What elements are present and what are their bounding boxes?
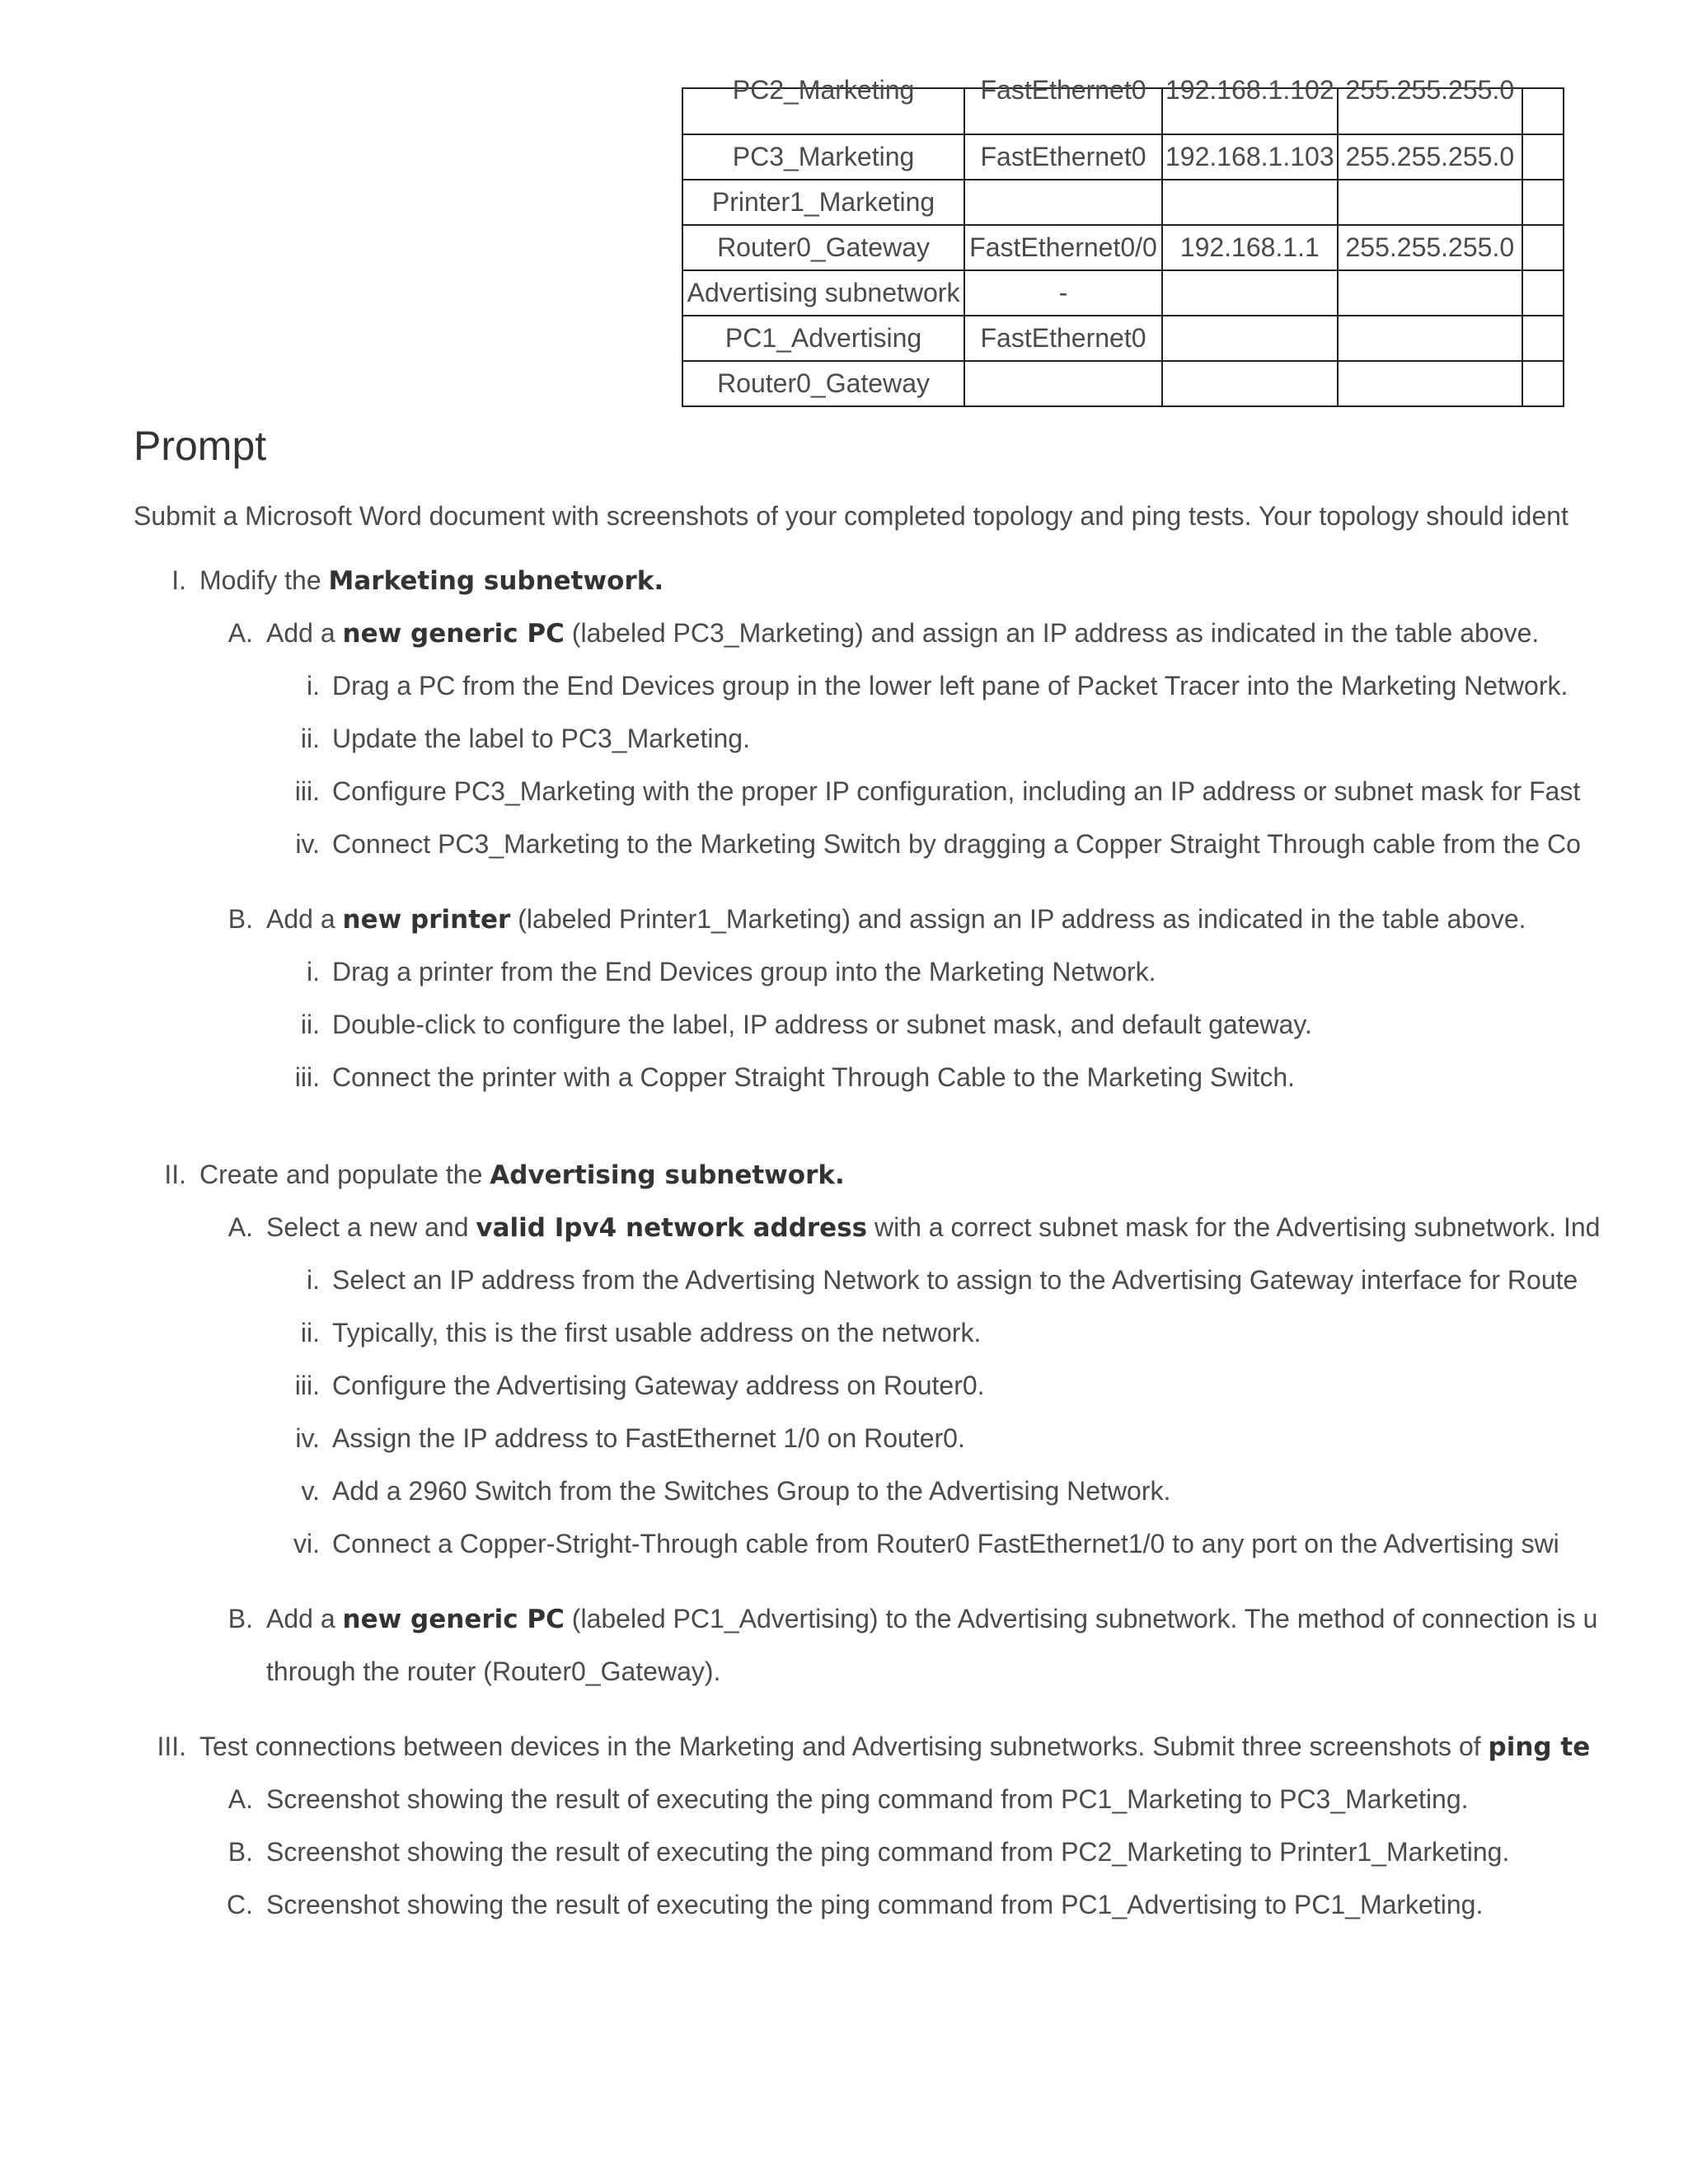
list-item: Connect a Copper-Stright-Through cable from Router0 FastEthernet1/0 to any port on the Advertising swi <box>332 1529 1559 1558</box>
list-marker: i. <box>307 957 320 987</box>
table-row <box>682 270 1564 316</box>
table-cell: FastEthernet0 <box>964 88 1162 134</box>
table-cell: 192.168.1.103 <box>1162 134 1338 180</box>
list-item: Screenshot showing the result of executing the ping command from PC2_Marketing to Printer1_Marketing. <box>266 1837 1510 1867</box>
table-row <box>682 225 1564 270</box>
list-marker: A. <box>227 1784 253 1814</box>
table-cell: - <box>964 270 1162 316</box>
list-item: Connect the printer with a Copper Straight Through Cable to the Marketing Switch. <box>332 1062 1296 1092</box>
list-item: Select a new and valid Ipv4 network address with a correct subnet mask for the Advertising subnetwork. Ind <box>266 1212 1601 1243</box>
table-cell: 192.168.1.1 <box>1162 225 1338 270</box>
ip-address-table <box>682 74 1564 407</box>
list-item: Drag a PC from the End Devices group in the lower left pane of Packet Tracer into the Marketing Network. <box>332 671 1568 701</box>
table-cell <box>1522 316 1564 361</box>
table-cell: 255.255.255.0 <box>1338 225 1522 270</box>
list-item: Select an IP address from the Advertising Network to assign to the Advertising Gateway interface for Route <box>332 1265 1578 1295</box>
list-item: Add a 2960 Switch from the Switches Group to the Advertising Network. <box>332 1476 1171 1506</box>
table-cell: PC2_Marketing <box>682 88 964 134</box>
table-cell: Advertising subnetwork <box>682 270 964 316</box>
table-cell <box>964 361 1162 406</box>
list-marker: ii. <box>300 1010 320 1039</box>
list-marker: vi. <box>293 1529 320 1558</box>
table-cell <box>964 180 1162 225</box>
list-marker: B. <box>227 1604 253 1633</box>
list-marker: iii. <box>294 1062 320 1092</box>
list-item: Add a new printer (labeled Printer1_Marketing) and assign an IP address as indicated in the table above. <box>266 904 1526 935</box>
list-marker: i. <box>307 671 320 701</box>
list-item: Connect PC3_Marketing to the Marketing Switch by dragging a Copper Straight Through cable from the Co <box>332 829 1581 859</box>
table-row <box>682 180 1564 225</box>
list-marker: iii. <box>294 776 320 806</box>
table-cell: PC1_Advertising <box>682 316 964 361</box>
table-cell: PC3_Marketing <box>682 134 964 180</box>
list-item: Assign the IP address to FastEthernet 1/0 on Router0. <box>332 1423 965 1453</box>
list-item: Drag a printer from the End Devices group into the Marketing Network. <box>332 957 1156 987</box>
table-cell <box>1522 180 1564 225</box>
list-item: Configure the Advertising Gateway address on Router0. <box>332 1371 985 1400</box>
list-marker: II. <box>164 1160 186 1189</box>
table-cell: 255.255.255.0 <box>1338 134 1522 180</box>
list-item: Update the label to PC3_Marketing. <box>332 724 750 753</box>
table-cell <box>1338 180 1522 225</box>
list-item: Modify the Marketing subnetwork. <box>199 565 664 596</box>
list-marker: iii. <box>294 1371 320 1400</box>
table-cell: FastEthernet0 <box>964 134 1162 180</box>
table-cell <box>1338 270 1522 316</box>
table-cell <box>1338 361 1522 406</box>
table-cell <box>1522 225 1564 270</box>
list-item: Double-click to configure the label, IP address or subnet mask, and default gateway. <box>332 1010 1312 1039</box>
table-cell <box>1338 316 1522 361</box>
list-marker: C. <box>227 1890 253 1919</box>
table-cell <box>1162 270 1338 316</box>
list-marker: III. <box>157 1732 186 1761</box>
table-cell <box>1522 134 1564 180</box>
table-cell: FastEthernet0/0 <box>964 225 1162 270</box>
list-marker: i. <box>307 1265 320 1295</box>
list-item: Test connections between devices in the Marketing and Advertising subnetworks. Submit three screenshots of ping te <box>199 1732 1591 1762</box>
table-cell <box>1522 88 1564 134</box>
list-marker: I. <box>171 565 186 595</box>
table-cell: Router0_Gateway <box>682 361 964 406</box>
list-marker: iv. <box>295 1423 320 1453</box>
list-item: Add a new generic PC (labeled PC3_Marketing) and assign an IP address as indicated in the table above. <box>266 618 1540 649</box>
table-cell: FastEthernet0 <box>964 316 1162 361</box>
list-marker: iv. <box>295 829 320 859</box>
list-marker: B. <box>227 904 253 934</box>
table-row <box>682 134 1564 180</box>
list-item: Add a new generic PC (labeled PC1_Advertising) to the Advertising subnetwork. The method of connection is u <box>266 1604 1598 1634</box>
table-cell <box>1522 361 1564 406</box>
list-marker: ii. <box>300 1318 320 1347</box>
intro-paragraph: Submit a Microsoft Word document with screenshots of your completed topology and ping tests. Your topology should ident <box>134 501 1568 531</box>
list-marker: A. <box>227 618 253 648</box>
list-item: Screenshot showing the result of executing the ping command from PC1_Marketing to PC3_Marketing. <box>266 1784 1469 1814</box>
table-cell <box>1162 180 1338 225</box>
page-title: Prompt <box>134 423 267 469</box>
list-marker: ii. <box>300 724 320 753</box>
table-row <box>682 316 1564 361</box>
list-item: Create and populate the Advertising subnetwork. <box>199 1160 845 1190</box>
table-cell: 255.255.255.0 <box>1338 88 1522 134</box>
table-cell <box>1162 361 1338 406</box>
table-row <box>682 88 1564 134</box>
list-item: Typically, this is the first usable address on the network. <box>332 1318 982 1347</box>
list-marker: B. <box>227 1837 253 1867</box>
list-item-continuation: through the router (Router0_Gateway). <box>266 1657 721 1686</box>
list-marker: v. <box>301 1476 320 1506</box>
table-cell: 192.168.1.102 <box>1162 88 1338 134</box>
table-cell: Router0_Gateway <box>682 225 964 270</box>
list-marker: A. <box>227 1212 253 1242</box>
table-cell: Printer1_Marketing <box>682 180 964 225</box>
table-row <box>682 361 1564 406</box>
table-cell <box>1162 316 1338 361</box>
list-item: Screenshot showing the result of executing the ping command from PC1_Advertising to PC1_Marketing. <box>266 1890 1484 1919</box>
list-item: Configure PC3_Marketing with the proper IP configuration, including an IP address or subnet mask for Fast <box>332 776 1581 806</box>
table-cell <box>1522 270 1564 316</box>
